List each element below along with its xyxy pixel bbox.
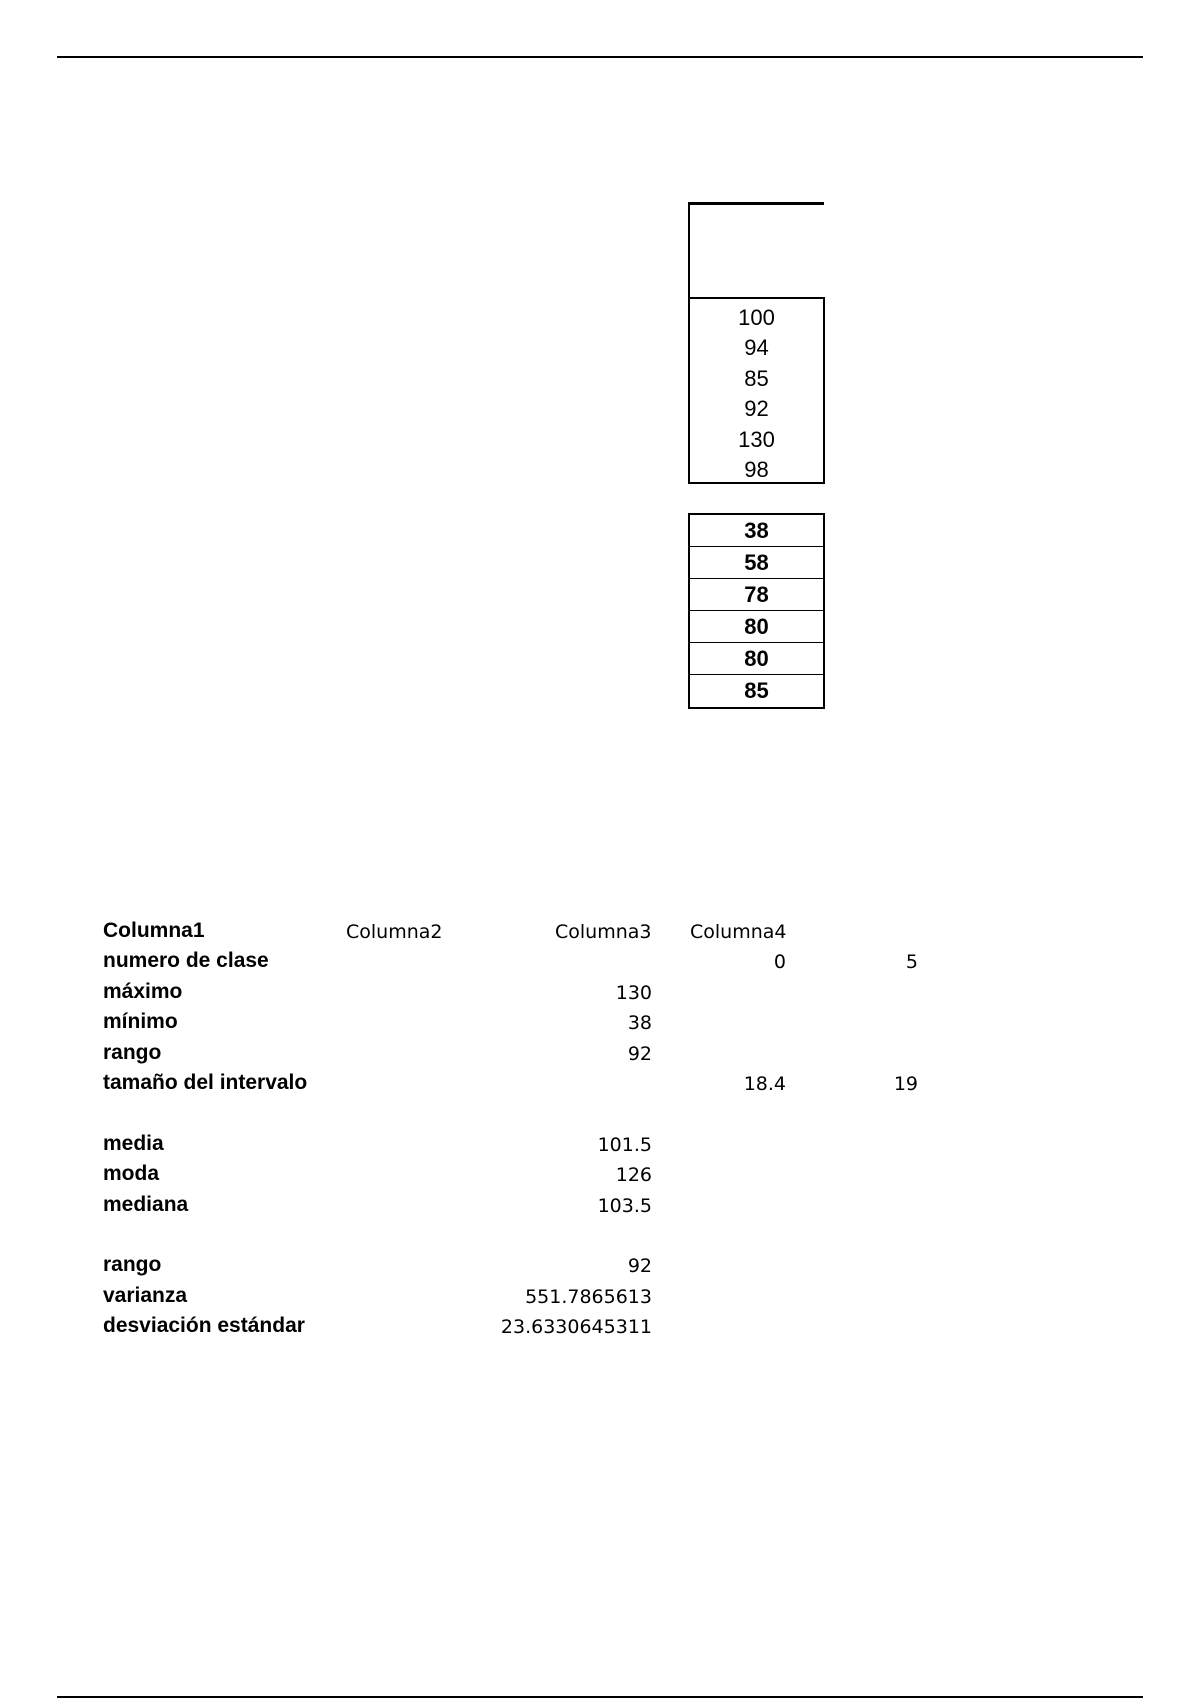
stats-row-desviacion [103, 1314, 823, 1344]
header-col4: Columna4 [690, 921, 787, 943]
row-label: moda [103, 1162, 160, 1186]
stats-row-rango-2 [103, 1253, 823, 1283]
sorted-value-cell: 80 [690, 643, 823, 675]
stats-row-minimo [103, 1010, 823, 1040]
row-label: rango [103, 1040, 162, 1064]
row-label: numero de clase [103, 949, 269, 973]
row-label: tamaño del intervalo [103, 1070, 308, 1094]
stats-row-rango [103, 1041, 823, 1071]
value-cell: 130 [738, 426, 775, 452]
row-label: mediana [103, 1192, 189, 1216]
header-col2: Columna2 [346, 921, 443, 943]
row-value-col4: 5 [905, 951, 918, 974]
row-label: mínimo [103, 1010, 178, 1034]
value-cell: 85 [744, 365, 769, 391]
stats-blank-row [103, 1101, 823, 1131]
row-value-col2: 103.5 [597, 1194, 652, 1217]
sorted-values-box [688, 513, 825, 709]
stats-table [103, 919, 918, 1344]
sorted-value-cell: 85 [744, 678, 769, 703]
values-box [688, 297, 825, 484]
value-cell: 98 [744, 456, 769, 482]
row-value-col2: 101.5 [597, 1133, 652, 1156]
header-col1: Columna1 [103, 919, 205, 942]
row-label: rango [103, 1253, 162, 1277]
stats-row-varianza [103, 1284, 823, 1314]
stats-row-maximo [103, 980, 823, 1010]
stats-header-row [103, 919, 823, 949]
row-label: media [103, 1131, 164, 1155]
stats-row-moda [103, 1162, 823, 1192]
sorted-value-cell: 58 [690, 547, 823, 579]
sorted-value-cell: 38 [690, 515, 823, 547]
stats-row-media [103, 1132, 823, 1162]
row-value-col4: 19 [893, 1072, 918, 1095]
value-cell: 94 [744, 335, 769, 361]
stats-row-numero-de-clase [103, 949, 918, 979]
row-value-col2: 38 [627, 1012, 652, 1035]
value-cell: 100 [738, 305, 775, 330]
row-value-col3: 0 [773, 951, 786, 974]
row-value-col2: 130 [615, 981, 652, 1004]
row-label: varianza [103, 1283, 188, 1307]
stats-row-tamano-intervalo [103, 1070, 918, 1101]
row-label: desviación estándar [103, 1314, 305, 1338]
top-rule [57, 56, 1143, 58]
row-label: máximo [103, 979, 183, 1003]
row-value-col2: 23.6330645311 [500, 1316, 652, 1339]
row-value-col2: 92 [627, 1042, 652, 1065]
sorted-value-cell: 80 [690, 611, 823, 643]
bottom-rule [57, 1696, 1143, 1698]
stats-row-mediana [103, 1193, 823, 1223]
values-header-cell [688, 202, 824, 297]
row-value-col2: 126 [615, 1164, 652, 1187]
row-value-col2: 92 [627, 1255, 652, 1278]
row-value-col3: 18.4 [743, 1072, 786, 1095]
value-cell: 92 [744, 396, 769, 422]
stats-blank-row [103, 1223, 823, 1253]
header-col3: Columna3 [555, 921, 652, 943]
row-value-col2: 551.7865613 [525, 1285, 652, 1308]
sorted-value-cell: 78 [690, 579, 823, 611]
